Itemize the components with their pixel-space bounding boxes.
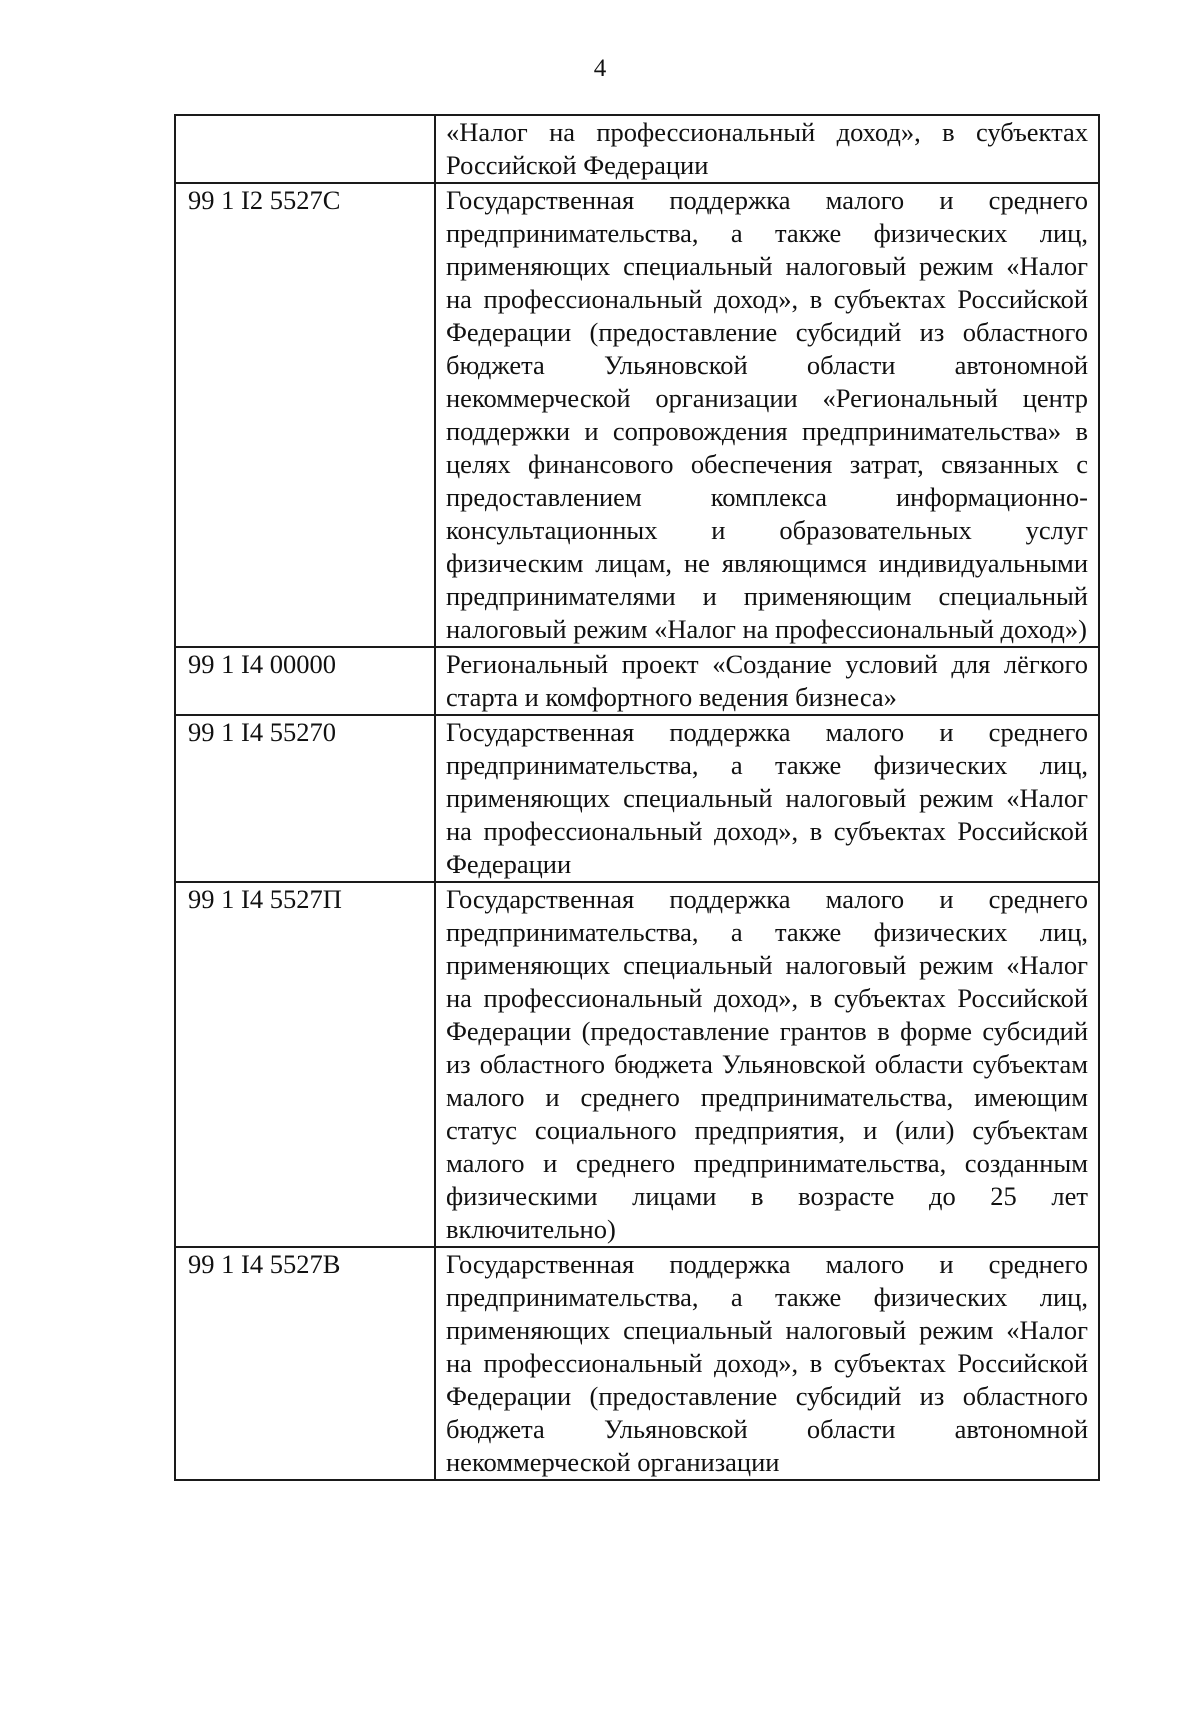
table-row — [175, 183, 1099, 647]
code-cell: 99 1 I4 00000 — [175, 647, 435, 715]
table-row — [175, 882, 1099, 1247]
code-cell: 99 1 I2 5527С — [175, 183, 435, 647]
code-cell — [175, 115, 435, 183]
table-row — [175, 115, 1099, 183]
description-cell: Государственная поддержка малого и среднего предпринимательства, а также физических лиц, применяющих специальный налоговый режим «Налог на профессиональный доход», в субъектах Российской Федерации — [435, 715, 1099, 882]
code-cell: 99 1 I4 55270 — [175, 715, 435, 882]
table-row — [175, 1247, 1099, 1480]
description-cell: Государственная поддержка малого и среднего предпринимательства, а также физических лиц, применяющих специальный налоговый режим «Налог на профессиональный доход», в субъектах Российской Федерации (предоставление субсидий из областного бюджета Ульяновской области автономной некоммерческой организации — [435, 1247, 1099, 1480]
description-cell: Государственная поддержка малого и среднего предпринимательства, а также физических лиц, применяющих специальный налоговый режим «Налог на профессиональный доход», в субъектах Российской Федерации (предоставление грантов в форме субсидий из областного бюджета Ульяновской области субъектам малого и среднего предпринимательства, имеющим статус социального предприятия, и (или) субъектам малого и среднего предпринимательства, созданным физическими лицами в возрасте до 25 лет включительно) — [435, 882, 1099, 1247]
code-cell: 99 1 I4 5527П — [175, 882, 435, 1247]
budget-codes-table — [174, 114, 1100, 1481]
table-row — [175, 647, 1099, 715]
description-cell: Региональный проект «Создание условий для лёгкого старта и комфортного ведения бизнеса» — [435, 647, 1099, 715]
page-number: 4 — [593, 55, 607, 82]
description-cell: «Налог на профессиональный доход», в субъектах Российской Федерации — [435, 115, 1099, 183]
table-row — [175, 715, 1099, 882]
description-cell: Государственная поддержка малого и среднего предпринимательства, а также физических лиц, применяющих специальный налоговый режим «Налог на профессиональный доход», в субъектах Российской Федерации (предоставление субсидий из областного бюджета Ульяновской области автономной некоммерческой организации «Региональный центр поддержки и сопровождения предпринимательства» в целях финансового обеспечения затрат, связанных с предоставлением комплекса информационно-консультационных и образовательных услуг физическим лицам, не являющимся индивидуальными предпринимателями и применяющим специальный налоговый режим «Налог на профессиональный доход») — [435, 183, 1099, 647]
code-cell: 99 1 I4 5527В — [175, 1247, 435, 1480]
